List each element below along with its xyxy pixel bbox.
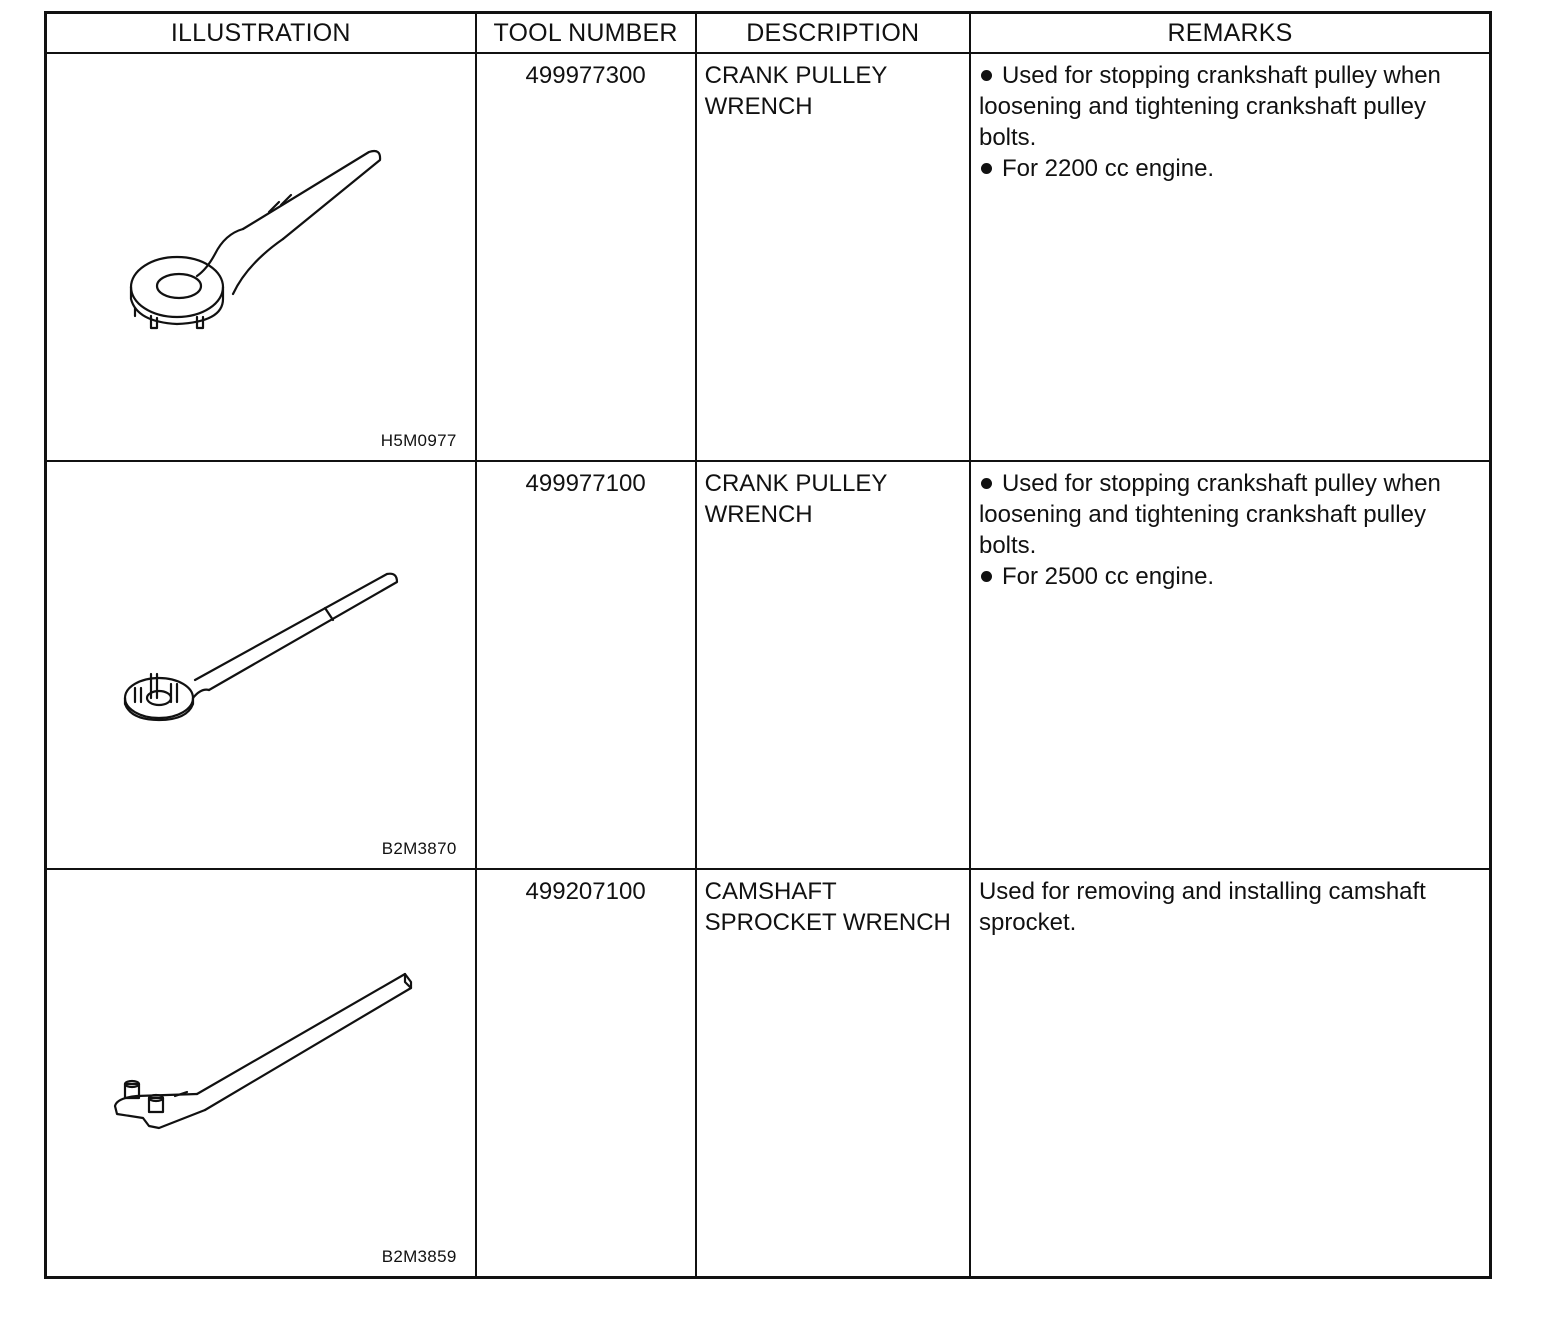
figure-code: B2M3870 — [381, 839, 457, 858]
remarks-cell — [970, 53, 1491, 461]
remarks-list — [979, 468, 1481, 592]
remarks-cell: Used for removing and installing camshaft sprocket. — [970, 869, 1491, 1278]
description-cell: CAMSHAFT SPROCKET WRENCH — [696, 869, 970, 1278]
description-cell: CRANK PULLEY WRENCH — [696, 53, 970, 461]
tool-number-cell: 499207100 — [476, 869, 696, 1278]
remark-item: Used for stopping crankshaft pulley when loosening and tightening crankshaft pulley bolts. — [978, 62, 1441, 151]
tool-number-cell: 499977100 — [476, 461, 696, 869]
table-row — [46, 461, 1491, 869]
remarks-cell — [970, 461, 1491, 869]
table-row — [46, 53, 1491, 461]
illustration-cell — [46, 461, 476, 869]
bullet-icon — [981, 478, 992, 489]
remark-item: For 2500 cc engine. — [979, 561, 1481, 592]
tool-number-cell: 499977300 — [476, 53, 696, 461]
header-tool-number: TOOL NUMBER — [476, 13, 696, 54]
figure-code: B2M3859 — [381, 1247, 457, 1266]
special-tools-table — [44, 11, 1492, 1279]
crank-pulley-wrench-illustration — [47, 462, 475, 862]
table-row — [46, 869, 1491, 1278]
header-row — [46, 13, 1491, 54]
remarks-list — [979, 60, 1481, 184]
illustration-cell — [46, 53, 476, 461]
bullet-icon — [981, 571, 992, 582]
remark-item: For 2200 cc engine. — [979, 153, 1481, 184]
remark-item: Used for stopping crankshaft pulley when loosening and tightening crankshaft pulley bolts. — [978, 470, 1441, 559]
figure-code: H5M0977 — [380, 431, 457, 450]
camshaft-sprocket-wrench-illustration — [47, 870, 475, 1270]
header-illustration: ILLUSTRATION — [46, 13, 476, 54]
header-remarks: REMARKS — [970, 13, 1491, 54]
illustration-cell — [46, 869, 476, 1278]
header-description: DESCRIPTION — [696, 13, 970, 54]
description-cell: CRANK PULLEY WRENCH — [696, 461, 970, 869]
bullet-icon — [981, 70, 992, 81]
bullet-icon — [981, 163, 992, 174]
crank-pulley-wrench-illustration — [47, 54, 475, 454]
